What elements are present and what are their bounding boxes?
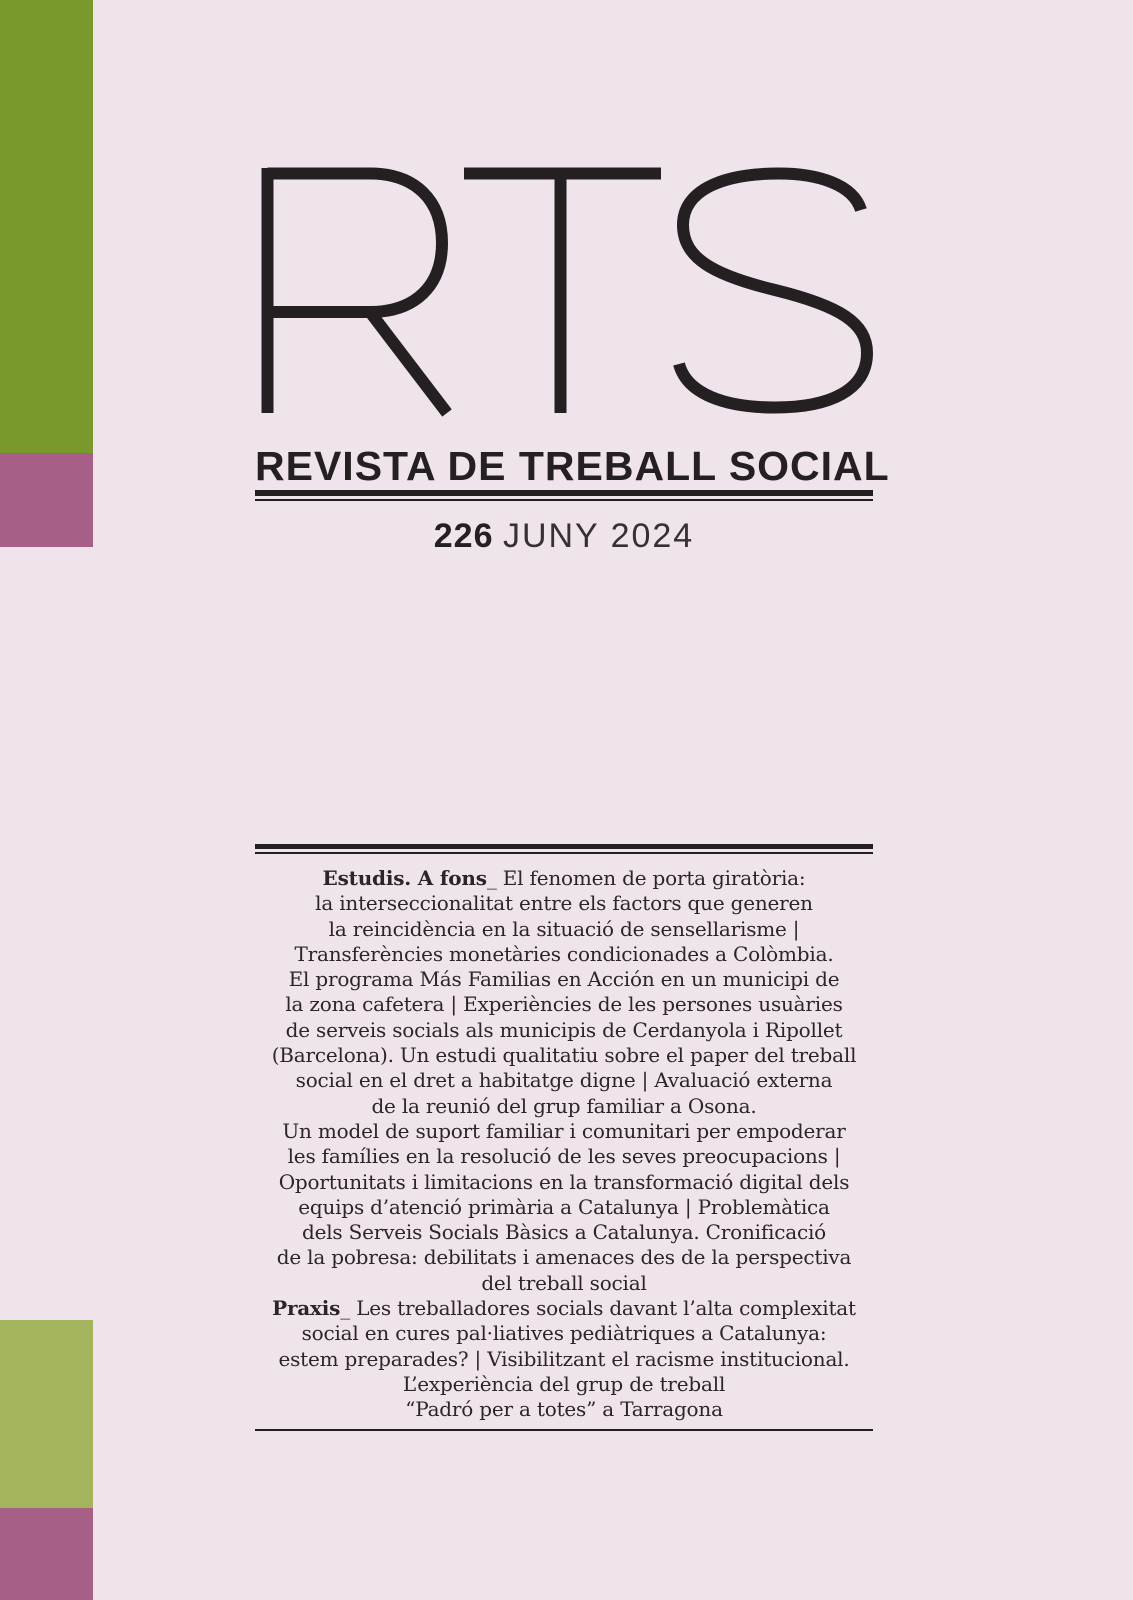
issue-number: 226 xyxy=(433,517,494,555)
contents-line: Un model de suport familiar i comunitari per empoderar xyxy=(282,1118,846,1143)
contents-line: Transferències monetàries condicionades a Colòmbia. xyxy=(294,941,834,966)
title-rule-thick xyxy=(255,490,873,496)
contents-line: les famílies en la resolució de les seves preocupacions | xyxy=(287,1144,841,1169)
masthead-title: REVISTA DE TREBALL SOCIAL xyxy=(255,443,890,489)
contents-rule-thin xyxy=(255,852,873,854)
contents-rule-bottom xyxy=(255,1429,873,1431)
rts-logo xyxy=(255,168,873,413)
contents-line: “Padró per a totes” a Tarragona xyxy=(405,1397,723,1422)
contents-block xyxy=(245,866,883,1423)
contents-line: la interseccionalitat entre els factors que generen xyxy=(315,891,813,916)
contents-line: de la reunió del grup familiar a Osona. xyxy=(371,1093,757,1118)
rts-logo-graphic xyxy=(255,168,873,413)
contents-line: del treball social xyxy=(481,1270,647,1295)
contents-line: dels Serveis Socials Bàsics a Catalunya. Cronificació xyxy=(302,1220,826,1245)
contents-line: equips d’atenció primària a Catalunya | Problemàtica xyxy=(298,1194,830,1219)
contents-line: social en cures pal·liatives pediàtriques a Catalunya: xyxy=(301,1321,827,1346)
contents-line: Oportunitats i limitacions en la transformació digital dels xyxy=(278,1169,850,1194)
left-bar-green-bottom xyxy=(0,1320,93,1508)
contents-section-label: Praxis xyxy=(272,1296,341,1321)
contents-line: de la pobresa: debilitats i amenaces des de la perspectiva xyxy=(276,1245,852,1270)
contents-line: (Barcelona). Un estudi qualitatiu sobre el paper del treball xyxy=(271,1043,857,1068)
contents-line: L’experiència del grup de treball xyxy=(402,1371,726,1396)
contents-line: Estudis. A fons_ El fenomen de porta giratòria: xyxy=(322,866,806,890)
issue-date: JUNY 2024 xyxy=(502,517,695,555)
title-rule-thin xyxy=(255,499,873,501)
contents-line: social en el dret a habitatge digne | Avaluació externa xyxy=(295,1068,833,1093)
contents-line: de serveis socials als municipis de Cerdanyola i Ripollet xyxy=(285,1017,843,1042)
left-bar-purple-bottom xyxy=(0,1508,93,1600)
contents-line: estem preparades? | Visibilitzant el racisme institucional. xyxy=(278,1346,850,1371)
cover-column xyxy=(255,0,890,1600)
issue-line xyxy=(255,519,873,553)
contents-line: Praxis_ Les treballadores socials davant l’alta complexitat xyxy=(272,1296,856,1321)
contents-section-label: Estudis. A fons xyxy=(322,866,487,890)
contents-line: El programa Más Familias en Acción en un municipi de xyxy=(288,967,840,992)
contents-rule-thick xyxy=(255,844,873,849)
left-bar-purple-top xyxy=(0,453,93,547)
contents-line: la reincidència en la situació de sensellarisme | xyxy=(328,916,800,941)
left-bar-green-top xyxy=(0,0,93,453)
contents-line: la zona cafetera | Experiències de les persones usuàries xyxy=(285,992,843,1017)
